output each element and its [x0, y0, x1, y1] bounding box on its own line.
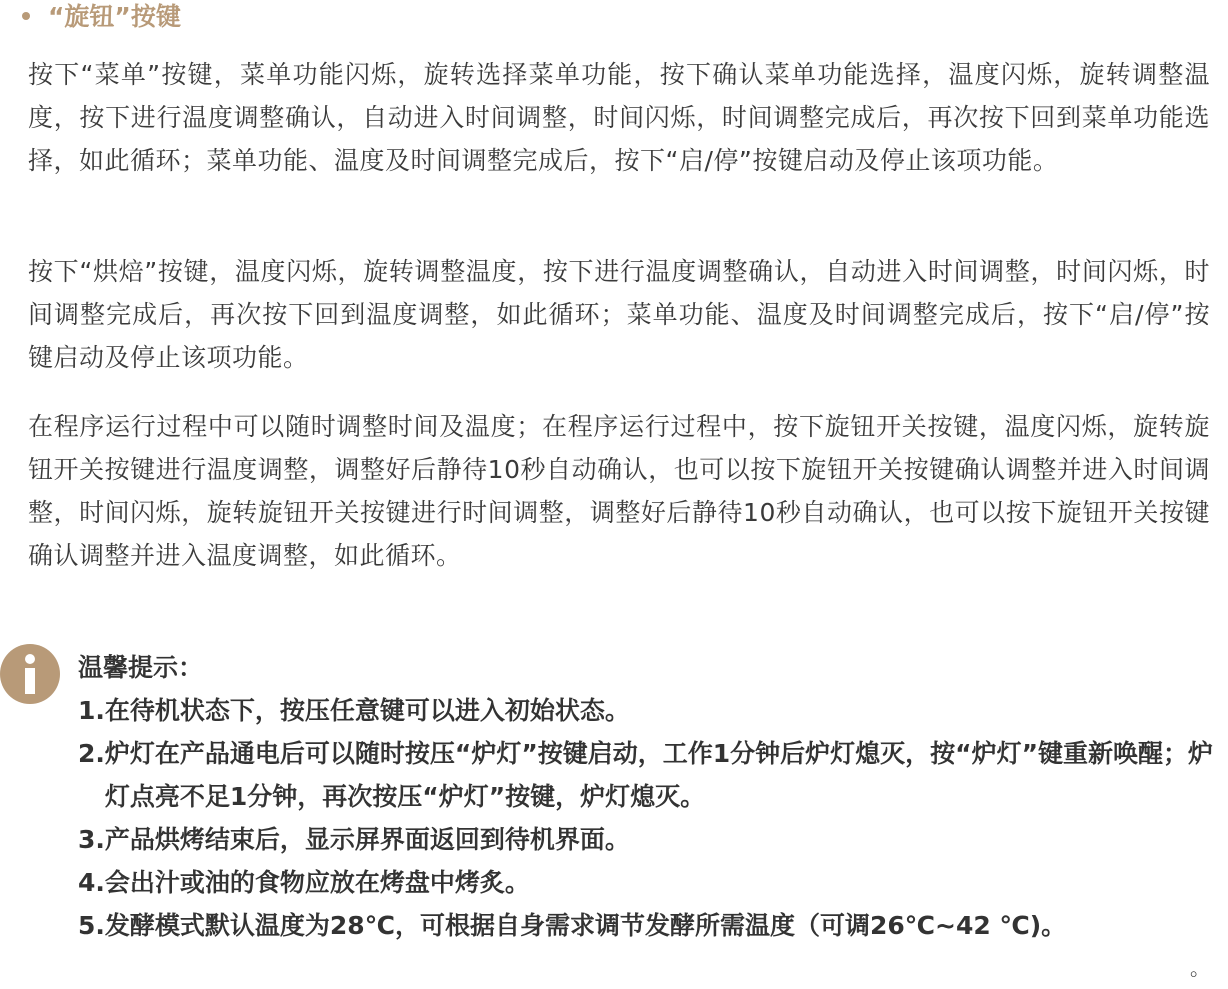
- tips-block: [78, 646, 1228, 947]
- tip-number: 3.: [78, 825, 105, 854]
- tip-number: 2.: [78, 739, 105, 768]
- tip-text: 在待机状态下，按压任意键可以进入初始状态。: [104, 696, 630, 725]
- section-heading-text: “旋钮”按键: [48, 2, 181, 31]
- bullet-icon: [22, 12, 30, 20]
- tip-item: [78, 861, 1228, 904]
- tips-title: 温馨提示：: [78, 653, 204, 682]
- tip-text: 产品烘烤结束后，显示屏界面返回到待机界面。: [104, 825, 630, 854]
- tip-text: 炉灯在产品通电后可以随时按压“炉灯”按键启动，工作1分钟后炉灯熄灭，按“炉灯”键重新唤醒；炉灯点亮不足1分钟，再次按压“炉灯”按键，炉灯熄灭。: [104, 739, 1214, 811]
- tip-text: 会出汁或油的食物应放在烤盘中烤炙。: [104, 868, 530, 897]
- tip-number: 1.: [78, 696, 105, 725]
- tip-item: [78, 818, 1228, 861]
- paragraph-runtime-adjust: 在程序运行过程中可以随时调整时间及温度；在程序运行过程中，按下旋钮开关按键，温度闪烁，旋转旋钮开关按键进行温度调整，调整好后静待10秒自动确认，也可以按下旋钮开关按键确认调整并进入时间调整，时间闪烁，旋转旋钮开关按键进行时间调整，调整好后静待10秒自动确认，也可以按下旋钮开关按键确认调整并进入温度调整，如此循环。: [28, 412, 1210, 570]
- tip-text: 发酵模式默认温度为28℃，可根据自身需求调节发酵所需温度（可调26℃~42 ℃)。: [104, 911, 1067, 940]
- tip-item: [78, 732, 1228, 818]
- trailing-period: 。: [1190, 956, 1210, 980]
- paragraph-menu-button: 按下“菜单”按键，菜单功能闪烁，旋转选择菜单功能，按下确认菜单功能选择，温度闪烁，旋转调整温度，按下进行温度调整确认，自动进入时间调整，时间闪烁，时间调整完成后，再次按下回到菜单功能选择，如此循环；菜单功能、温度及时间调整完成后，按下“启/停”按键启动及停止该项功能。: [28, 60, 1210, 175]
- tip-item: [78, 689, 1228, 732]
- tip-item: [78, 904, 1228, 947]
- tip-number: 5.: [78, 911, 105, 940]
- section-heading: [22, 0, 181, 30]
- paragraph-bake-button: 按下“烘焙”按键，温度闪烁，旋转调整温度，按下进行温度调整确认，自动进入时间调整，时间闪烁，时间调整完成后，再次按下回到温度调整，如此循环；菜单功能、温度及时间调整完成后，按下“启/停”按键启动及停止该项功能。: [28, 257, 1210, 372]
- tip-number: 4.: [78, 868, 105, 897]
- info-icon: [0, 644, 60, 704]
